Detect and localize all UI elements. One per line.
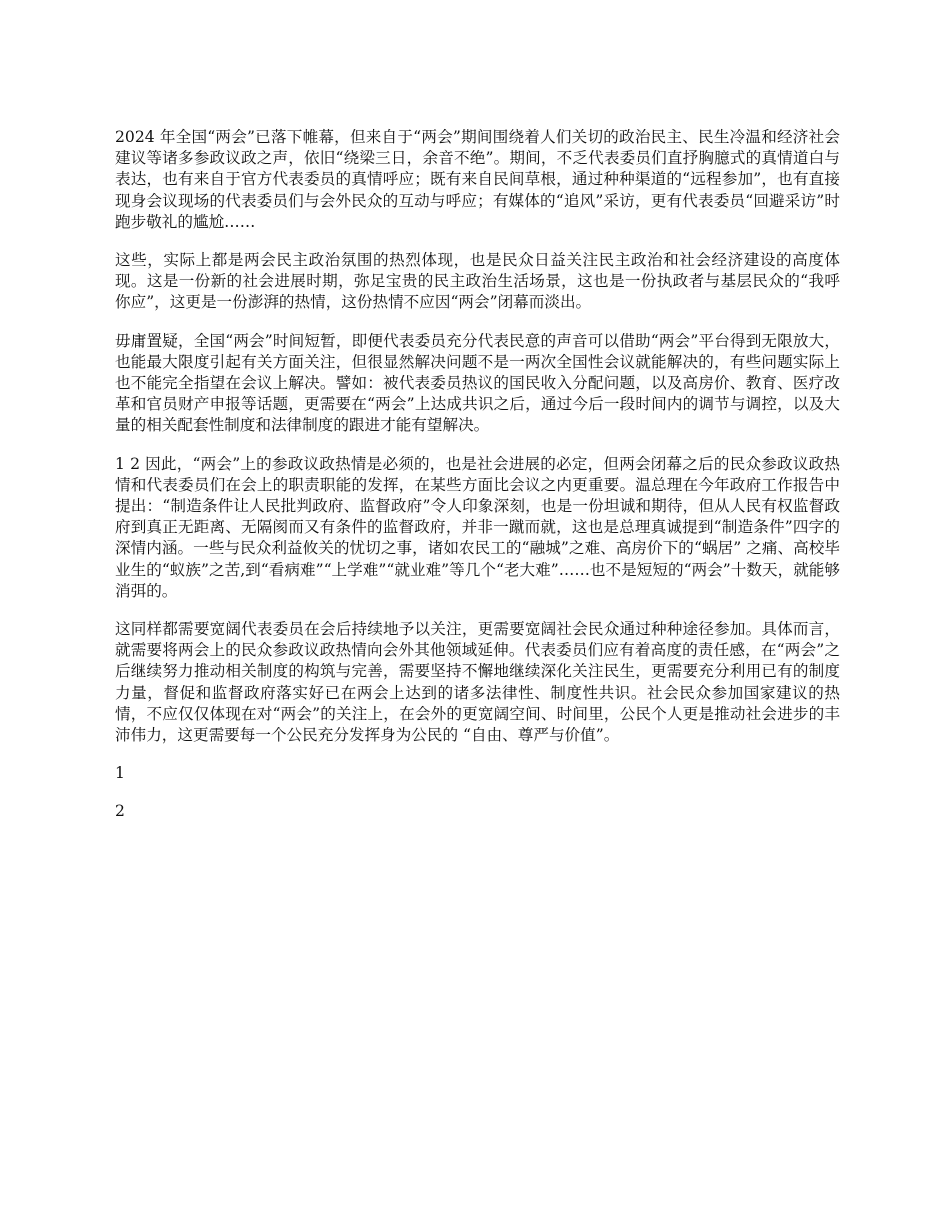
paragraph-2: 这些，实际上都是两会民主政治氛围的热烈体现，也是民众日益关注民主政治和社会经济建设的高度体现。这是一份新的社会进展时期，弥足宝贵的民主政治生活场景，这也是一份执政者与基层民众的“我呼你应”，这更是一份澎湃的热情，这份热情不应因“两会”闭幕而淡出。 — [115, 251, 840, 312]
page-number-2: 2 — [115, 802, 125, 821]
paragraph-4: 1 2 因此，“两会”上的参政议政热情是必须的，也是社会进展的必定，但两会闭幕之后的民众参政议政热情和代表委员们在会上的职责职能的发挥，在某些方面比会议之内更重要。温总理在今年政府工作报告中提出：“制造条件让人民批判政府、监督政府”令人印象深刻，也是一份坦诚和期待，但从人民有权监督政府到真正无距离、无隔阂而又有条件的监督政府，并非一蹴而就，这也是总理真诚提到“制造条件”四字的深情内涵。一些与民众利益攸关的忧切之事，诸如农民工的“融城”之难、高房价下的“蜗居” 之痛、高校毕业生的“蚁族”之苦,到“看病难”“上学难”“就业难”等几个“老大难”……也不是短短的“两会”十数天，就能够消弭的。 — [115, 454, 840, 600]
page-number-1: 1 — [115, 764, 125, 783]
paragraph-5: 这同样都需要宽阔代表委员在会后持续地予以关注，更需要宽阔社会民众通过种种途径参加。具体而言，就需要将两会上的民众参政议政热情向会外其他领域延伸。代表委员们应有着高度的责任感，在“两会”之后继续努力推动相关制度的构筑与完善，需要坚持不懈地继续深化关注民生，更需要充分利用已有的制度力量，督促和监督政府落实好已在两会上达到的诸多法律性、制度性共识。社会民众参加国家建议的热情，不应仅仅体现在对“两会”的关注上，在会外的更宽阔空间、时间里，公民个人更是推动社会进步的丰沛伟力，这更需要每一个公民充分发挥身为公民的 “自由、尊严与价值”。 — [115, 620, 840, 745]
document-body — [115, 127, 840, 840]
paragraph-3: 毋庸置疑，全国“两会”时间短暂，即便代表委员充分代表民意的声音可以借助“两会”平台得到无限放大，也能最大限度引起有关方面关注，但很显然解决问题不是一两次全国性会议就能解决的，有些问题实际上也不能完全指望在会议上解决。譬如：被代表委员热议的国民收入分配问题，以及高房价、教育、医疗改革和官员财产申报等话题，更需要在“两会”上达成共识之后，通过今后一段时间内的调节与调控，以及大量的相关配套性制度和法律制度的跟进才能有望解决。 — [115, 331, 840, 435]
paragraph-1: 2024 年全国“两会”已落下帷幕，但来自于“两会”期间围绕着人们关切的政治民主、民生冷温和经济社会建议等诸多参政议政之声，依旧“绕梁三日，余音不绝”。期间，不乏代表委员们直抒胸臆式的真情道白与表达，也有来自于官方代表委员的真情呼应；既有来自民间草根，通过种种渠道的“远程参加”，也有直接现身会议现场的代表委员们与会外民众的互动与呼应；有媒体的“追风”采访，更有代表委员“回避采访”时跑步敬礼的尴尬…… — [115, 128, 840, 231]
